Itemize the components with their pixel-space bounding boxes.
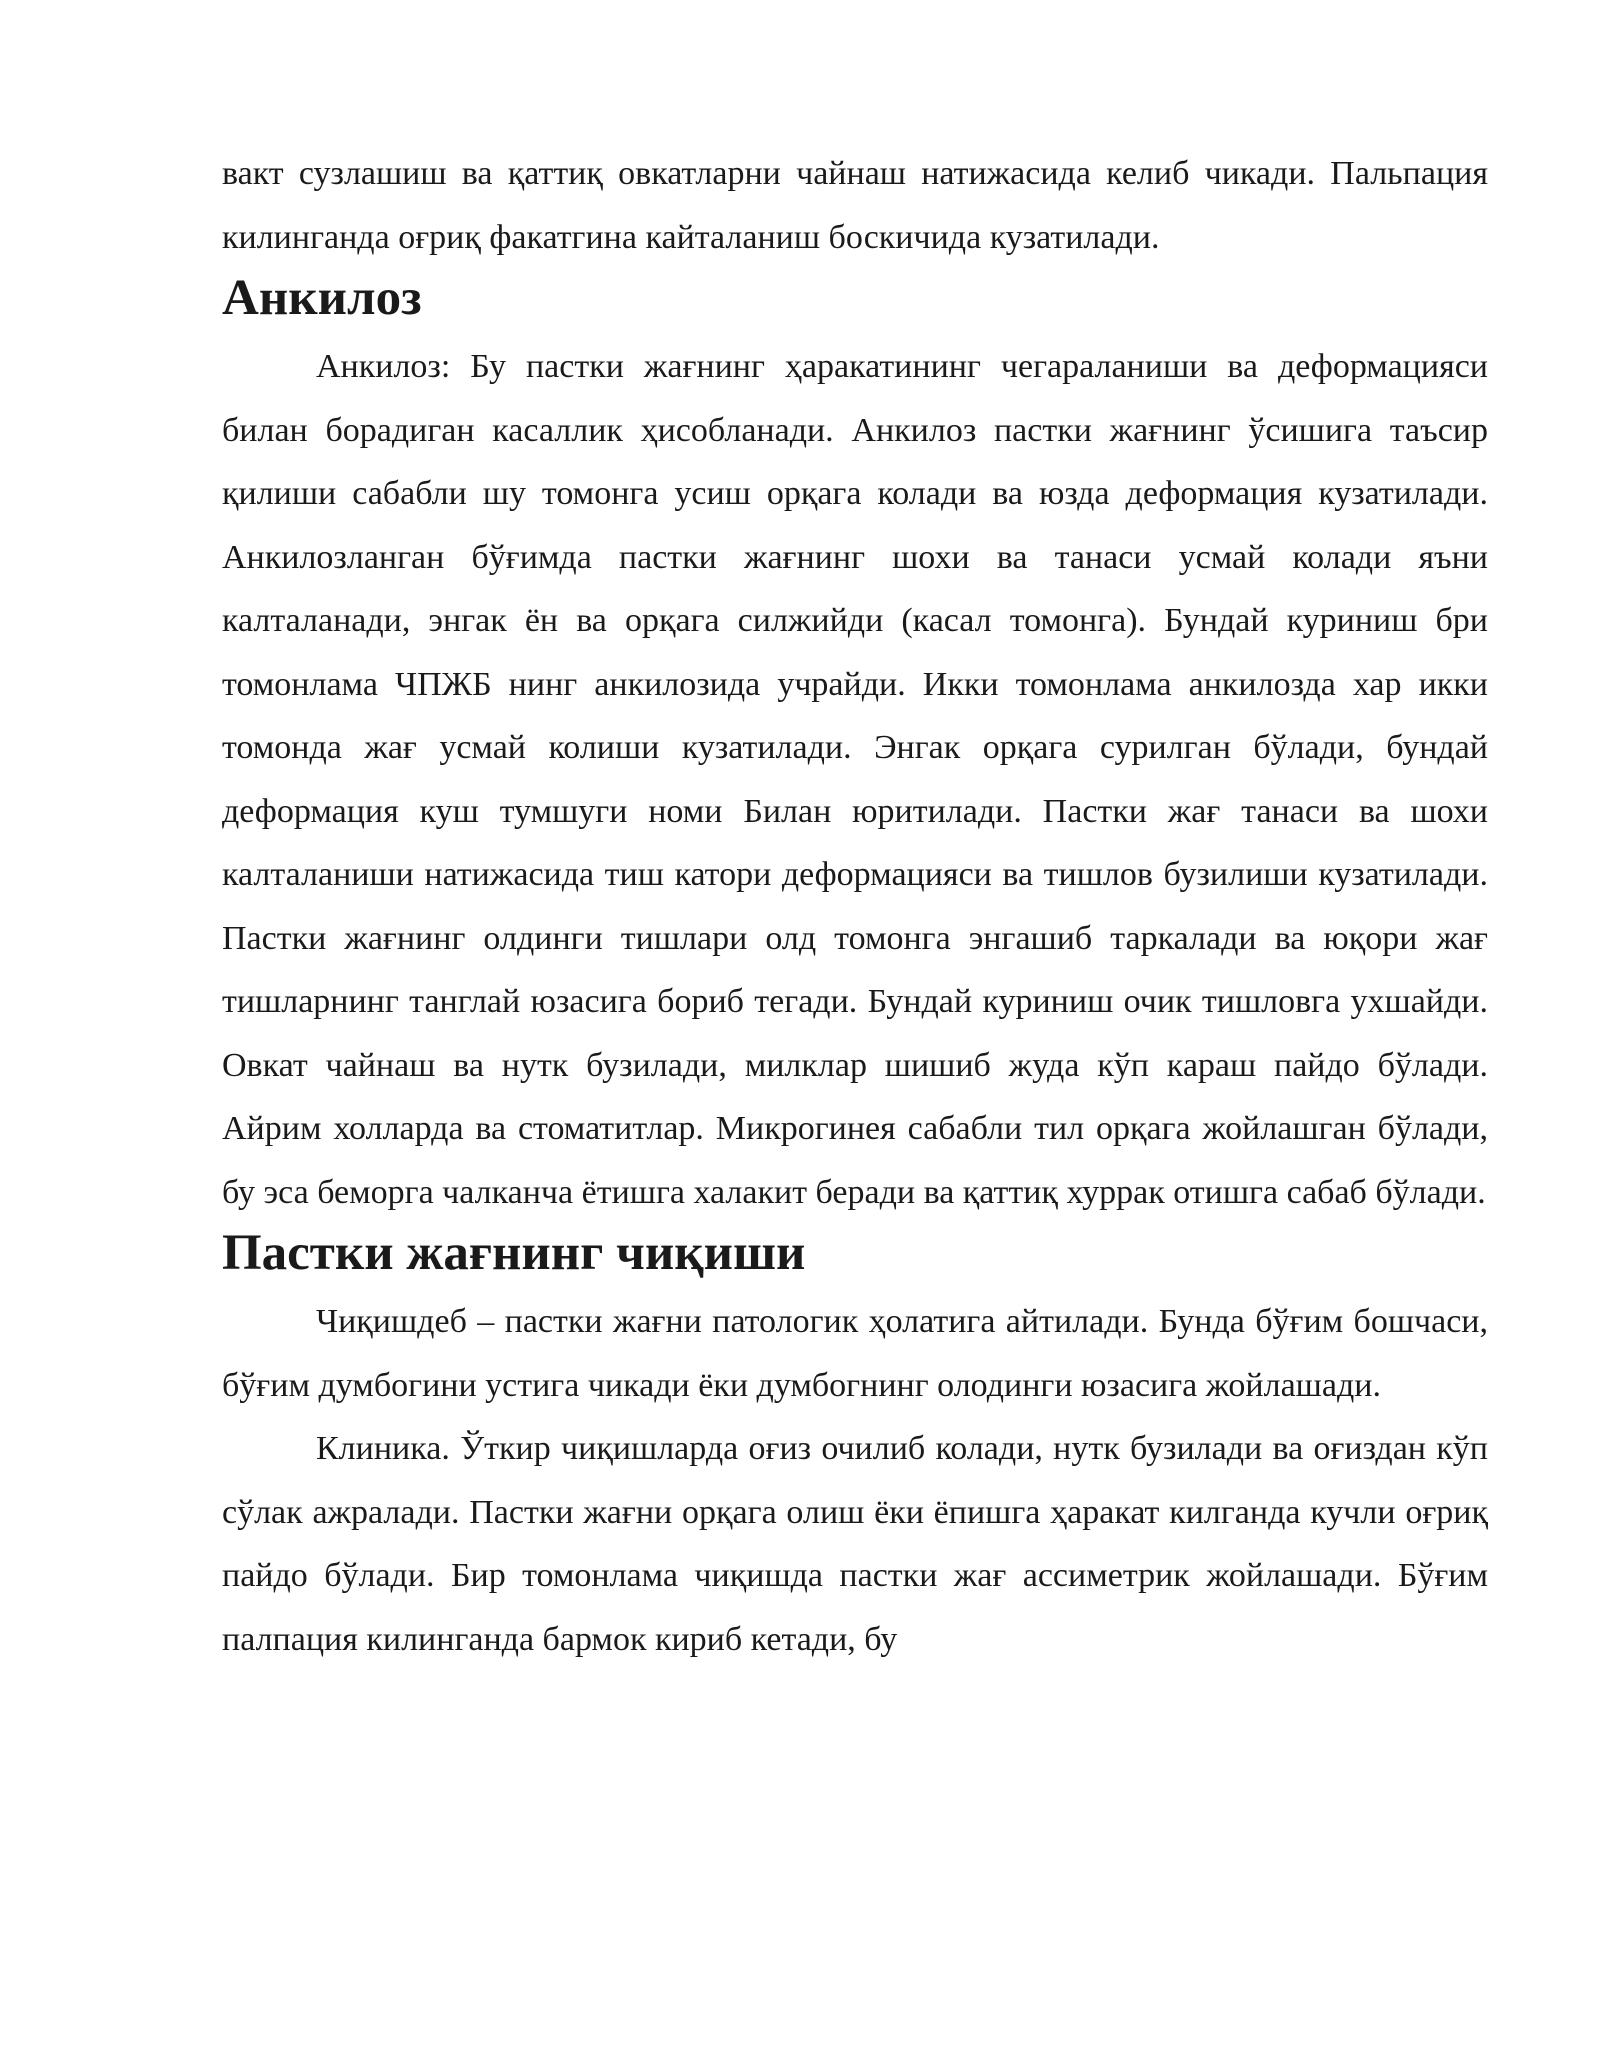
- dislocation-definition-paragraph: Чиқишдеб – пастки жағни патологик ҳолатига айтилади. Бунда бўғим бошчаси, бўғим думбогини устига чикади ёки думбогнинг олодинги юзасига жойлашади.: [222, 1303, 1488, 1404]
- section-heading-ankylosis: Анкилоз: [222, 270, 422, 326]
- document-page: [222, 142, 1488, 1671]
- section-heading-dislocation: Пастки жағнинг чиқиши: [222, 1225, 806, 1281]
- intro-paragraph: вакт сузлашиш ва қаттиқ овкатларни чайнаш натижасида келиб чикади. Пальпация килинганда оғриқ факатгина кайталаниш боскичида кузатилади.: [222, 155, 1488, 256]
- dislocation-clinic-paragraph: Клиника. Ўткир чиқишларда оғиз очилиб колади, нутк бузилади ва оғиздан кўп сўлак ажралади. Пастки жағни орқага олиш ёки ёпишга ҳаракат килганда кучли оғриқ пайдо бўлади. Бир томонлама чиқишда пастки жағ ассиметрик жойлашади. Бўғим палпация килинганда бармок кириб кетади, бу: [222, 1430, 1488, 1658]
- ankylosis-paragraph: Анкилоз: Бу пастки жағнинг ҳаракатининг чегараланиши ва деформацияси билан борадиган касаллик ҳисобланади. Анкилоз пастки жағнинг ўсишига таъсир қилиши сабабли шу томонга усиш орқага колади ва юзда деформация кузатилади. Анкилозланган бўғимда пастки жағнинг шохи ва танаси усмай колади яъни калталанади, энгак ён ва орқага силжийди (касал томонга). Бундай куриниш бри томонлама ЧПЖБ нинг анкилозида учрайди. Икки томонлама анкилозда хар икки томонда жағ усмай колиши кузатилади. Энгак орқага сурилган бўлади, бундай деформация куш тумшуги номи Билан юритилади. Пастки жағ танаси ва шохи калталаниши натижасида тиш катори деформацияси ва тишлов бузилиши кузатилади. Пастки жағнинг олдинги тишлари олд томонга энгашиб таркалади ва юқори жағ тишларнинг танглай юзасига бориб тегади. Бундай куриниш очик тишловга ухшайди. Овкат чайнаш ва нутк бузилади, милклар шишиб жуда кўп караш пайдо бўлади. Айрим холларда ва стоматитлар. Микрогинея сабабли тил орқага жойлашган бўлади, бу эса беморга чалканча ётишга халакит беради ва қаттиқ хуррак отишга сабаб бўлади.: [222, 348, 1488, 1211]
